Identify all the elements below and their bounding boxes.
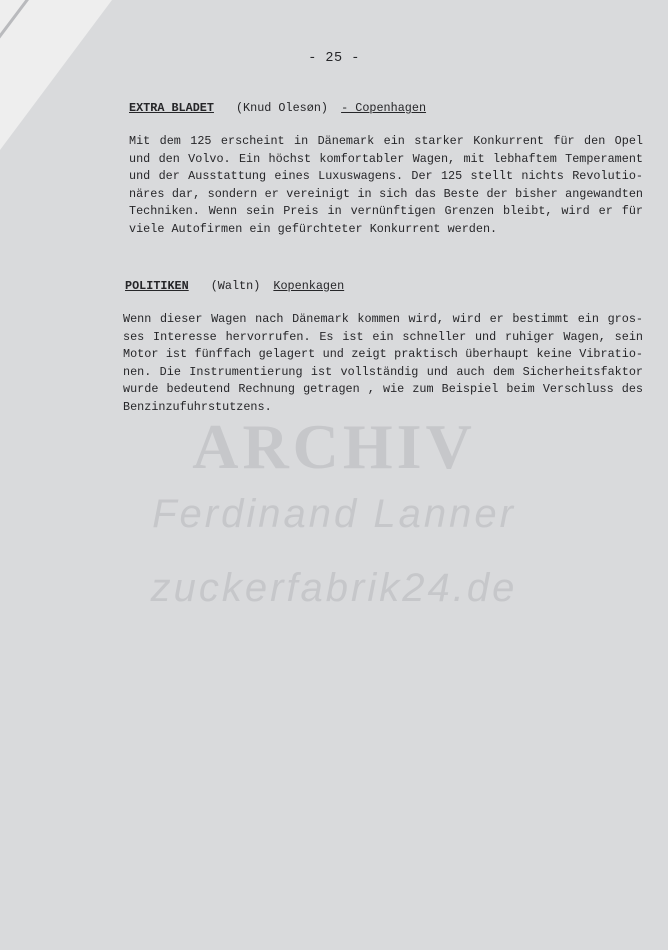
section-heading-politiken: [125, 279, 344, 293]
watermark-site: zuckerfabrik24.de: [150, 566, 518, 610]
section-heading-extra-bladet: [129, 101, 426, 115]
paragraph-line: wurde bedeutend Rechnung getragen , wie zum Beispiel beim Verschluss des: [123, 382, 643, 396]
paragraph-line: Mit dem 125 erscheint in Dänemark ein starker Konkurrent für den Opel: [129, 134, 643, 148]
author-name: (Waltn): [210, 279, 261, 293]
paragraph-line: und den Volvo. Ein höchst komfortabler Wagen, mit lebhaftem Temperament: [129, 151, 643, 166]
article-paragraph-politiken: [123, 311, 643, 416]
folded-corner: [0, 0, 112, 150]
paragraph-line: nen. Die Instrumentierung ist vollständig und auch dem Sicherheitsfaktor: [123, 364, 643, 379]
newspaper-name: POLITIKEN: [125, 279, 189, 293]
article-paragraph-extra-bladet: [129, 133, 643, 238]
paragraph-line: Motor ist fünffach gelagert und zeigt praktisch überhaupt keine Vibratio-: [123, 347, 643, 361]
paragraph-line: ses Interesse hervorrufen. Es ist ein schneller und ruhiger Wagen, sein: [123, 329, 643, 344]
paragraph-line: viele Autofirmen ein gefürchteter Konkurrent werden.: [129, 221, 498, 236]
watermark-archiv: ARCHIV: [192, 411, 476, 482]
watermark-name: Ferdinand Lanner: [152, 492, 516, 536]
city-name: - Copenhagen: [341, 101, 427, 115]
paragraph-line: Wenn dieser Wagen nach Dänemark kommen wird, wird er bestimmt ein gros-: [123, 312, 643, 326]
paragraph-line: Techniken. Wenn sein Preis in vernünftigen Grenzen bleibt, wird er für: [129, 204, 643, 218]
paragraph-line: näres dar, sondern er vereinigt in sich das Beste der bisher angewandten: [129, 186, 643, 201]
newspaper-name: EXTRA BLADET: [129, 101, 214, 115]
paragraph-line: Benzinzufuhrstutzens.: [123, 399, 272, 414]
city-name: Kopenkagen: [273, 279, 345, 293]
paragraph-line: und der Ausstattung eines Luxuswagens. Der 125 stellt nichts Revolutio-: [129, 169, 643, 183]
page-number: - 25 -: [308, 51, 360, 66]
author-name: (Knud Olesøn): [235, 101, 328, 115]
